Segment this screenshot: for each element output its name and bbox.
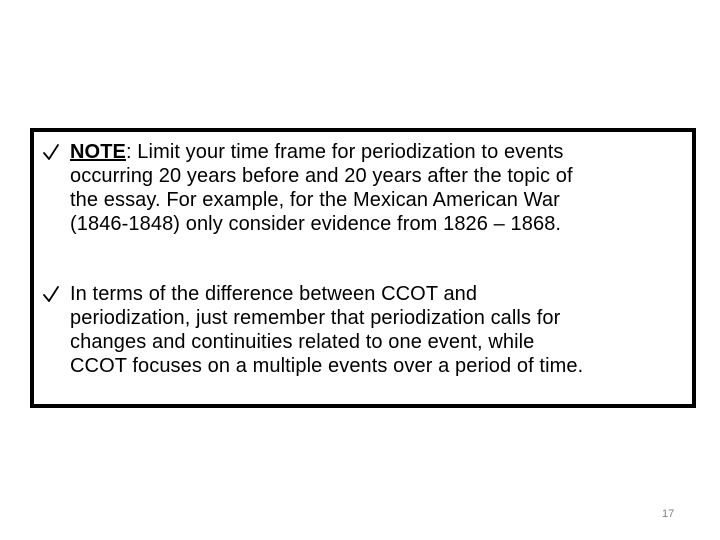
check-icon xyxy=(42,142,60,162)
note-box xyxy=(30,128,696,408)
bullet-ccot-text xyxy=(70,282,692,378)
bullet-line-text: Limit your time frame for periodization to events xyxy=(131,141,564,163)
bullet-line: occurring 20 years before and 20 years after the topic of xyxy=(70,165,573,187)
note-label: NOTE xyxy=(70,141,126,163)
bullet-line: changes and continuities related to one event, while xyxy=(70,331,535,353)
bullet-line: In terms of the difference between CCOT and xyxy=(70,283,478,305)
bullet-line xyxy=(70,140,692,164)
page-number: 17 xyxy=(662,508,675,520)
check-icon xyxy=(42,284,60,304)
bullet-line: (1846-1848) only consider evidence from 1826 – 1868. xyxy=(70,213,562,235)
bullet-line: the essay. For example, for the Mexican American War xyxy=(70,189,560,211)
bullet-note-text xyxy=(70,140,692,236)
note-label-colon: : xyxy=(125,141,132,163)
bullet-line: periodization, just remember that periodization calls for xyxy=(70,307,561,329)
bullet-line: CCOT focuses on a multiple events over a period of time. xyxy=(70,355,584,377)
